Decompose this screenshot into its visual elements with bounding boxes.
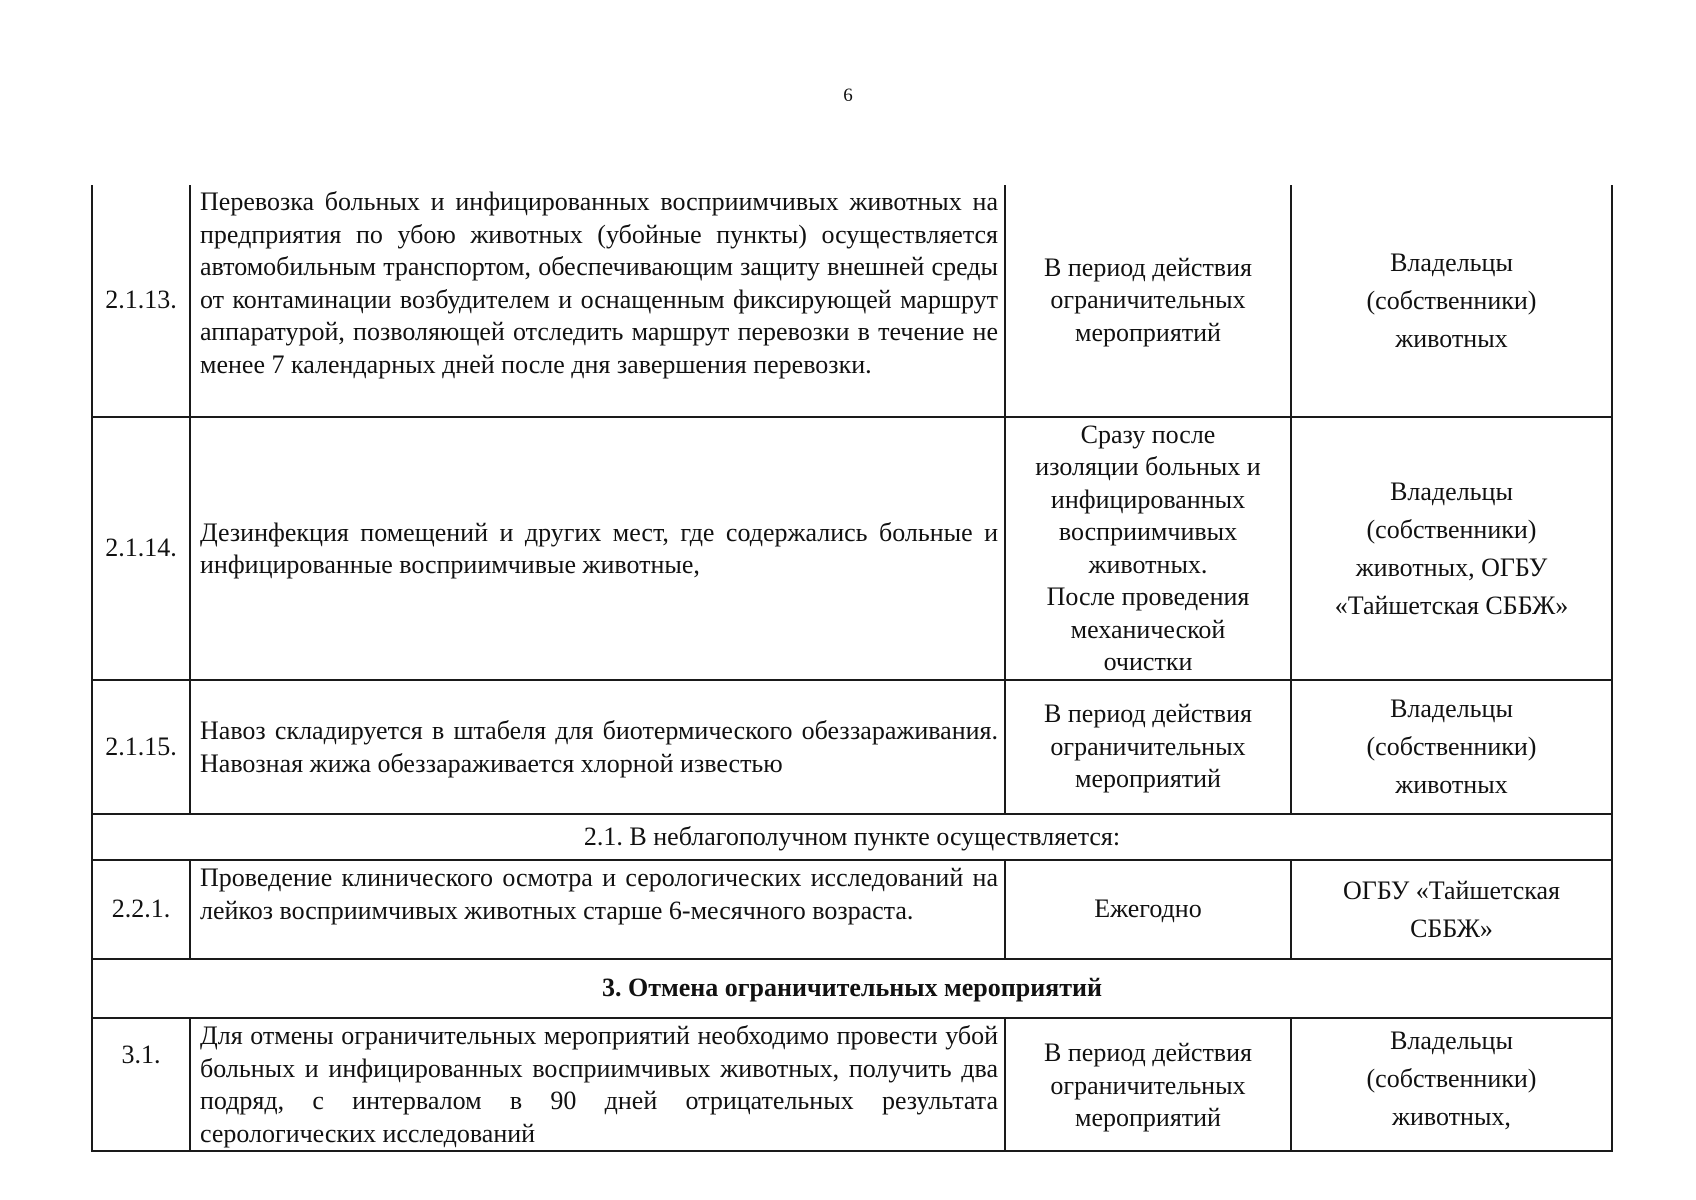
row-responsible: Владельцы (собственники) животных	[1291, 185, 1612, 417]
table-row	[92, 1018, 1612, 1151]
row-number: 2.1.15.	[92, 680, 190, 814]
table-row	[92, 860, 1612, 959]
row-description: Навоз складируется в штабеля для биотермического обеззараживания. Навозная жижа обеззараживается хлорной известью	[190, 680, 1005, 814]
table-row	[92, 417, 1612, 680]
row-term: В период действия ограничительных мероприятий	[1005, 185, 1291, 417]
section-heading: 3. Отмена ограничительных мероприятий	[92, 959, 1612, 1018]
row-number: 3.1.	[92, 1018, 190, 1151]
page-number: 6	[843, 85, 853, 106]
row-term: В период действия ограничительных мероприятий	[1005, 680, 1291, 814]
row-description: Проведение клинического осмотра и серологических исследований на лейкоз восприимчивых животных старше 6-месячного возраста.	[190, 860, 1005, 959]
measures-table	[91, 185, 1613, 1152]
row-term: Ежегодно	[1005, 860, 1291, 959]
row-responsible: ОГБУ «Тайшетская СББЖ»	[1291, 860, 1612, 959]
row-description: Перевозка больных и инфицированных восприимчивых животных на предприятия по убою животных (убойные пункты) осуществляется автомобильным транспортом, обеспечивающим защиту внешней среды от контаминации возбудителем и оснащенным фиксирующей маршрут аппаратурой, позволяющей отследить маршрут перевозки в течение не менее 7 календарных дней после дня завершения перевозки.	[190, 185, 1005, 417]
section-row	[92, 959, 1612, 1018]
row-number: 2.1.13.	[92, 185, 190, 417]
row-number: 2.1.14.	[92, 417, 190, 680]
row-responsible: Владельцы (собственники) животных	[1291, 680, 1612, 814]
row-description: Дезинфекция помещений и других мест, где содержались больные и инфицированные восприимчивые животные,	[190, 417, 1005, 680]
table-row	[92, 680, 1612, 814]
row-responsible: Владельцы (собственники) животных, ОГБУ «Тайшетская СББЖ»	[1291, 417, 1612, 680]
row-term: Сразу после изоляции больных и инфицированных восприимчивых животных. После проведения механической очистки	[1005, 417, 1291, 680]
row-description: Для отмены ограничительных мероприятий необходимо провести убой больных и инфицированных восприимчивых животных, получить два подряд, с интервалом в 90 дней отрицательных результата серологических исследований	[190, 1018, 1005, 1151]
row-term: В период действия ограничительных мероприятий	[1005, 1018, 1291, 1151]
section-row	[92, 814, 1612, 860]
row-number: 2.2.1.	[92, 860, 190, 959]
section-heading: 2.1. В неблагополучном пункте осуществляется:	[92, 814, 1612, 860]
row-responsible: Владельцы (собственники) животных,	[1291, 1018, 1612, 1151]
table-row	[92, 185, 1612, 417]
